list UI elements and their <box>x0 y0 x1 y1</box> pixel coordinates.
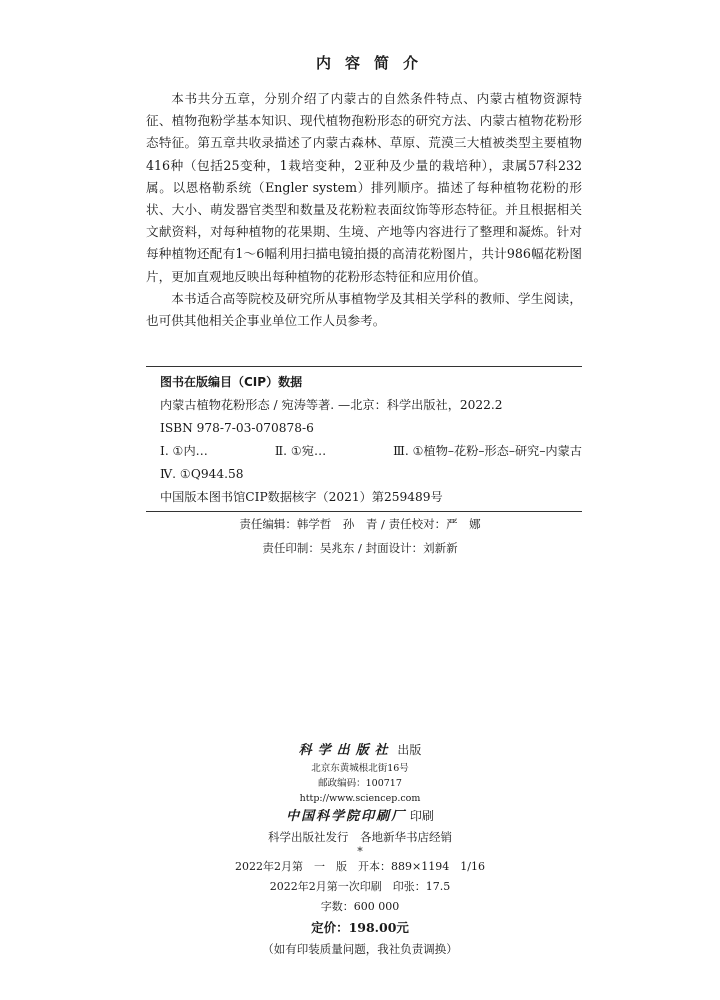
cip-isbn: ISBN 978-7-03-070878-6 <box>160 421 314 435</box>
publisher-line <box>0 740 720 761</box>
publisher-address: 北京东黄城根北街16号 <box>311 763 409 774</box>
cip-class-2: Ⅱ. ①宛… <box>274 444 327 458</box>
separator-star: * <box>357 845 363 858</box>
publisher-block <box>0 740 720 959</box>
cip-heading: 图书在版编目（CIP）数据 <box>160 375 303 389</box>
quality-notice: （如有印装质量问题，我社负责调换） <box>262 942 458 956</box>
publisher-suffix: 出版 <box>397 743 422 757</box>
price: 定价：198.00元 <box>311 920 409 935</box>
editor-line-1: 责任编辑：韩学哲 孙 青 / 责任校对：严 娜 <box>239 517 481 531</box>
cip-title-line: 内蒙古植物花粉形态 / 宛涛等著. —北京：科学出版社，2022.2 <box>160 398 503 412</box>
publisher-url: http://www.sciencep.com <box>299 793 421 804</box>
editor-line-2: 责任印制：吴兆东 / 封面设计：刘新新 <box>262 541 458 555</box>
editor-credits <box>0 512 720 560</box>
publisher-name: 科学出版社 <box>298 743 394 758</box>
edition-line: 2022年2月第 一 版 开本：889×1194 1/16 <box>235 860 485 873</box>
printer-name: 中国科学院印刷厂 <box>286 809 407 824</box>
printing-line: 2022年2月第一次印刷 印张：17.5 <box>269 880 451 893</box>
printer-suffix: 印刷 <box>409 809 434 823</box>
cip-block <box>146 366 582 512</box>
cip-number: 中国版本图书馆CIP数据核字（2021）第259489号 <box>160 490 443 504</box>
summary-paragraph-1: 本书共分五章，分别介绍了内蒙古的自然条件特点、内蒙古植物资源特征、植物孢粉学基本知识、现代植物孢粉形态的研究方法、内蒙古植物花粉形态特征。第五章共收录描述了内蒙古森林、草原、荒漠三大植被类型主要植物416种（包括25变种，1栽培变种，2亚种及少量的栽培种），隶属57科232属。以恩格勒系统（Engler system）排列顺序。描述了每种植物花粉的形状、大小、萌发器官类型和数量及花粉粒表面纹饰等形态特征。并且根据相关文献资料，对每种植物的花果期、生境、产地等内容进行了整理和凝炼。针对每种植物还配有1～6幅利用扫描电镜拍摄的高清花粉图片，共计986幅花粉图片，更加直观地反映出每种植物的花粉形态特征和应用价值。 <box>146 91 582 284</box>
summary-section <box>146 88 582 332</box>
cip-class-4: Ⅳ. ①Q944.58 <box>160 467 244 481</box>
publisher-postcode: 邮政编码：100717 <box>318 778 402 789</box>
cip-class-3: Ⅲ. ①植物–花粉–形态–研究–内蒙古 <box>393 444 582 458</box>
cip-class-1: Ⅰ. ①内… <box>160 444 208 458</box>
summary-paragraph-2: 本书适合高等院校及研究所从事植物学及其相关学科的教师、学生阅读，也可供其他相关企事业单位工作人员参考。 <box>146 290 582 329</box>
printer-line <box>0 806 720 827</box>
page-title: 内容简介 <box>315 54 432 72</box>
word-count: 字数：600 000 <box>320 900 400 913</box>
cip-classification <box>146 440 582 463</box>
distribution-line: 科学出版社发行 各地新华书店经销 <box>268 830 452 844</box>
